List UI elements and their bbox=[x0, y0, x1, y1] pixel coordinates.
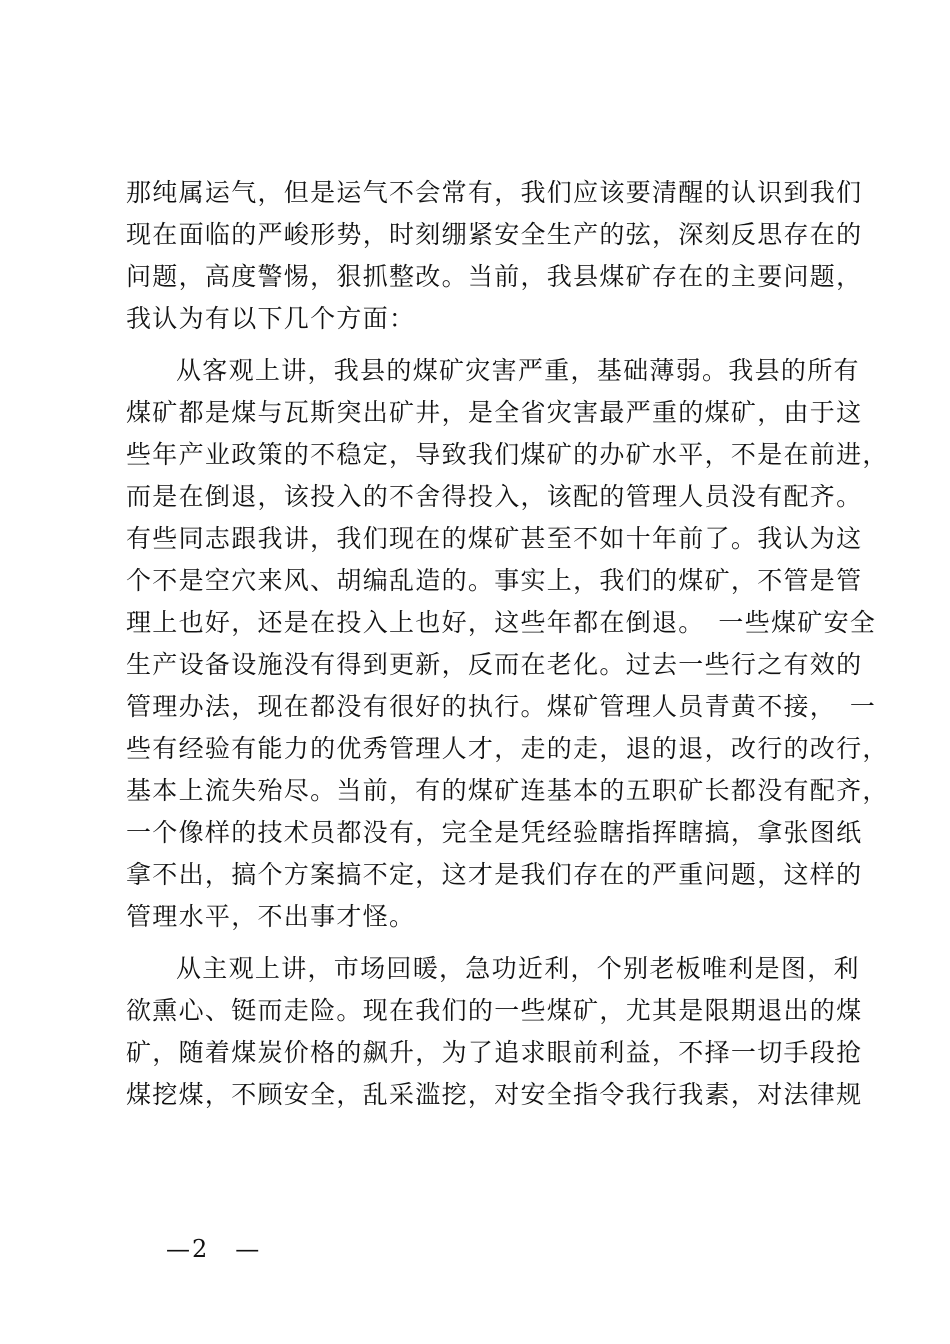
text-line: 生产设备设施没有得到更新，反而在老化。过去一些行之有效的 bbox=[126, 650, 863, 679]
text-line: 现在面临的严峻形势，时刻绷紧安全生产的弦，深刻反思存在的 bbox=[126, 220, 863, 249]
text-line: 拿不出，搞个方案搞不定，这才是我们存在的严重问题，这样的 bbox=[126, 860, 863, 889]
text-line: 基本上流失殆尽。当前，有的煤矿连基本的五职矿长都没有配齐， bbox=[126, 776, 889, 805]
text-line: 矿，随着煤炭价格的飙升，为了追求眼前利益，不择一切手段抢 bbox=[126, 1038, 863, 1067]
text-line: 而是在倒退，该投入的不舍得投入，该配的管理人员没有配齐。 bbox=[126, 482, 863, 511]
text-line: 煤挖煤，不顾安全，乱采滥挖，对安全指令我行我素，对法律规 bbox=[126, 1080, 863, 1109]
paragraph bbox=[126, 172, 863, 340]
text-line: 管理水平，不出事才怪。 bbox=[126, 902, 416, 931]
text-line: 一个像样的技术员都没有，完全是凭经验瞎指挥瞎搞，拿张图纸 bbox=[126, 818, 863, 847]
text-line: 欲熏心、铤而走险。现在我们的一些煤矿，尤其是限期退出的煤 bbox=[126, 996, 863, 1025]
text-line: 理上也好，还是在投入上也好，这些年都在倒退。 一些煤矿安全 bbox=[126, 608, 877, 637]
text-line: 些有经验有能力的优秀管理人才，走的走，退的退，改行的改行， bbox=[126, 734, 889, 763]
text-line: 管理办法，现在都没有很好的执行。煤矿管理人员青黄不接， 一 bbox=[126, 692, 877, 721]
page-number: —2 — bbox=[166, 1235, 262, 1263]
text-line: 问题，高度警惕，狠抓整改。当前，我县煤矿存在的主要问题， bbox=[126, 262, 863, 291]
text-line: 煤矿都是煤与瓦斯突出矿井，是全省灾害最严重的煤矿，由于这 bbox=[126, 398, 863, 427]
text-line: 些年产业政策的不稳定，导致我们煤矿的办矿水平，不是在前进， bbox=[126, 440, 889, 469]
paragraph bbox=[126, 948, 863, 1116]
text-line: 我认为有以下几个方面： bbox=[126, 304, 416, 333]
text-line: 有些同志跟我讲，我们现在的煤矿甚至不如十年前了。我认为这 bbox=[126, 524, 863, 553]
text-line: 个不是空穴来风、胡编乱造的。事实上，我们的煤矿，不管是管 bbox=[126, 566, 863, 595]
text-line: 那纯属运气，但是运气不会常有，我们应该要清醒的认识到我们 bbox=[126, 178, 863, 207]
text-line: 从主观上讲，市场回暖，急功近利，个别老板唯利是图，利 bbox=[176, 954, 860, 983]
body-text bbox=[126, 172, 889, 1126]
paragraph bbox=[126, 350, 889, 938]
text-line: 从客观上讲，我县的煤矿灾害严重，基础薄弱。我县的所有 bbox=[176, 356, 860, 385]
